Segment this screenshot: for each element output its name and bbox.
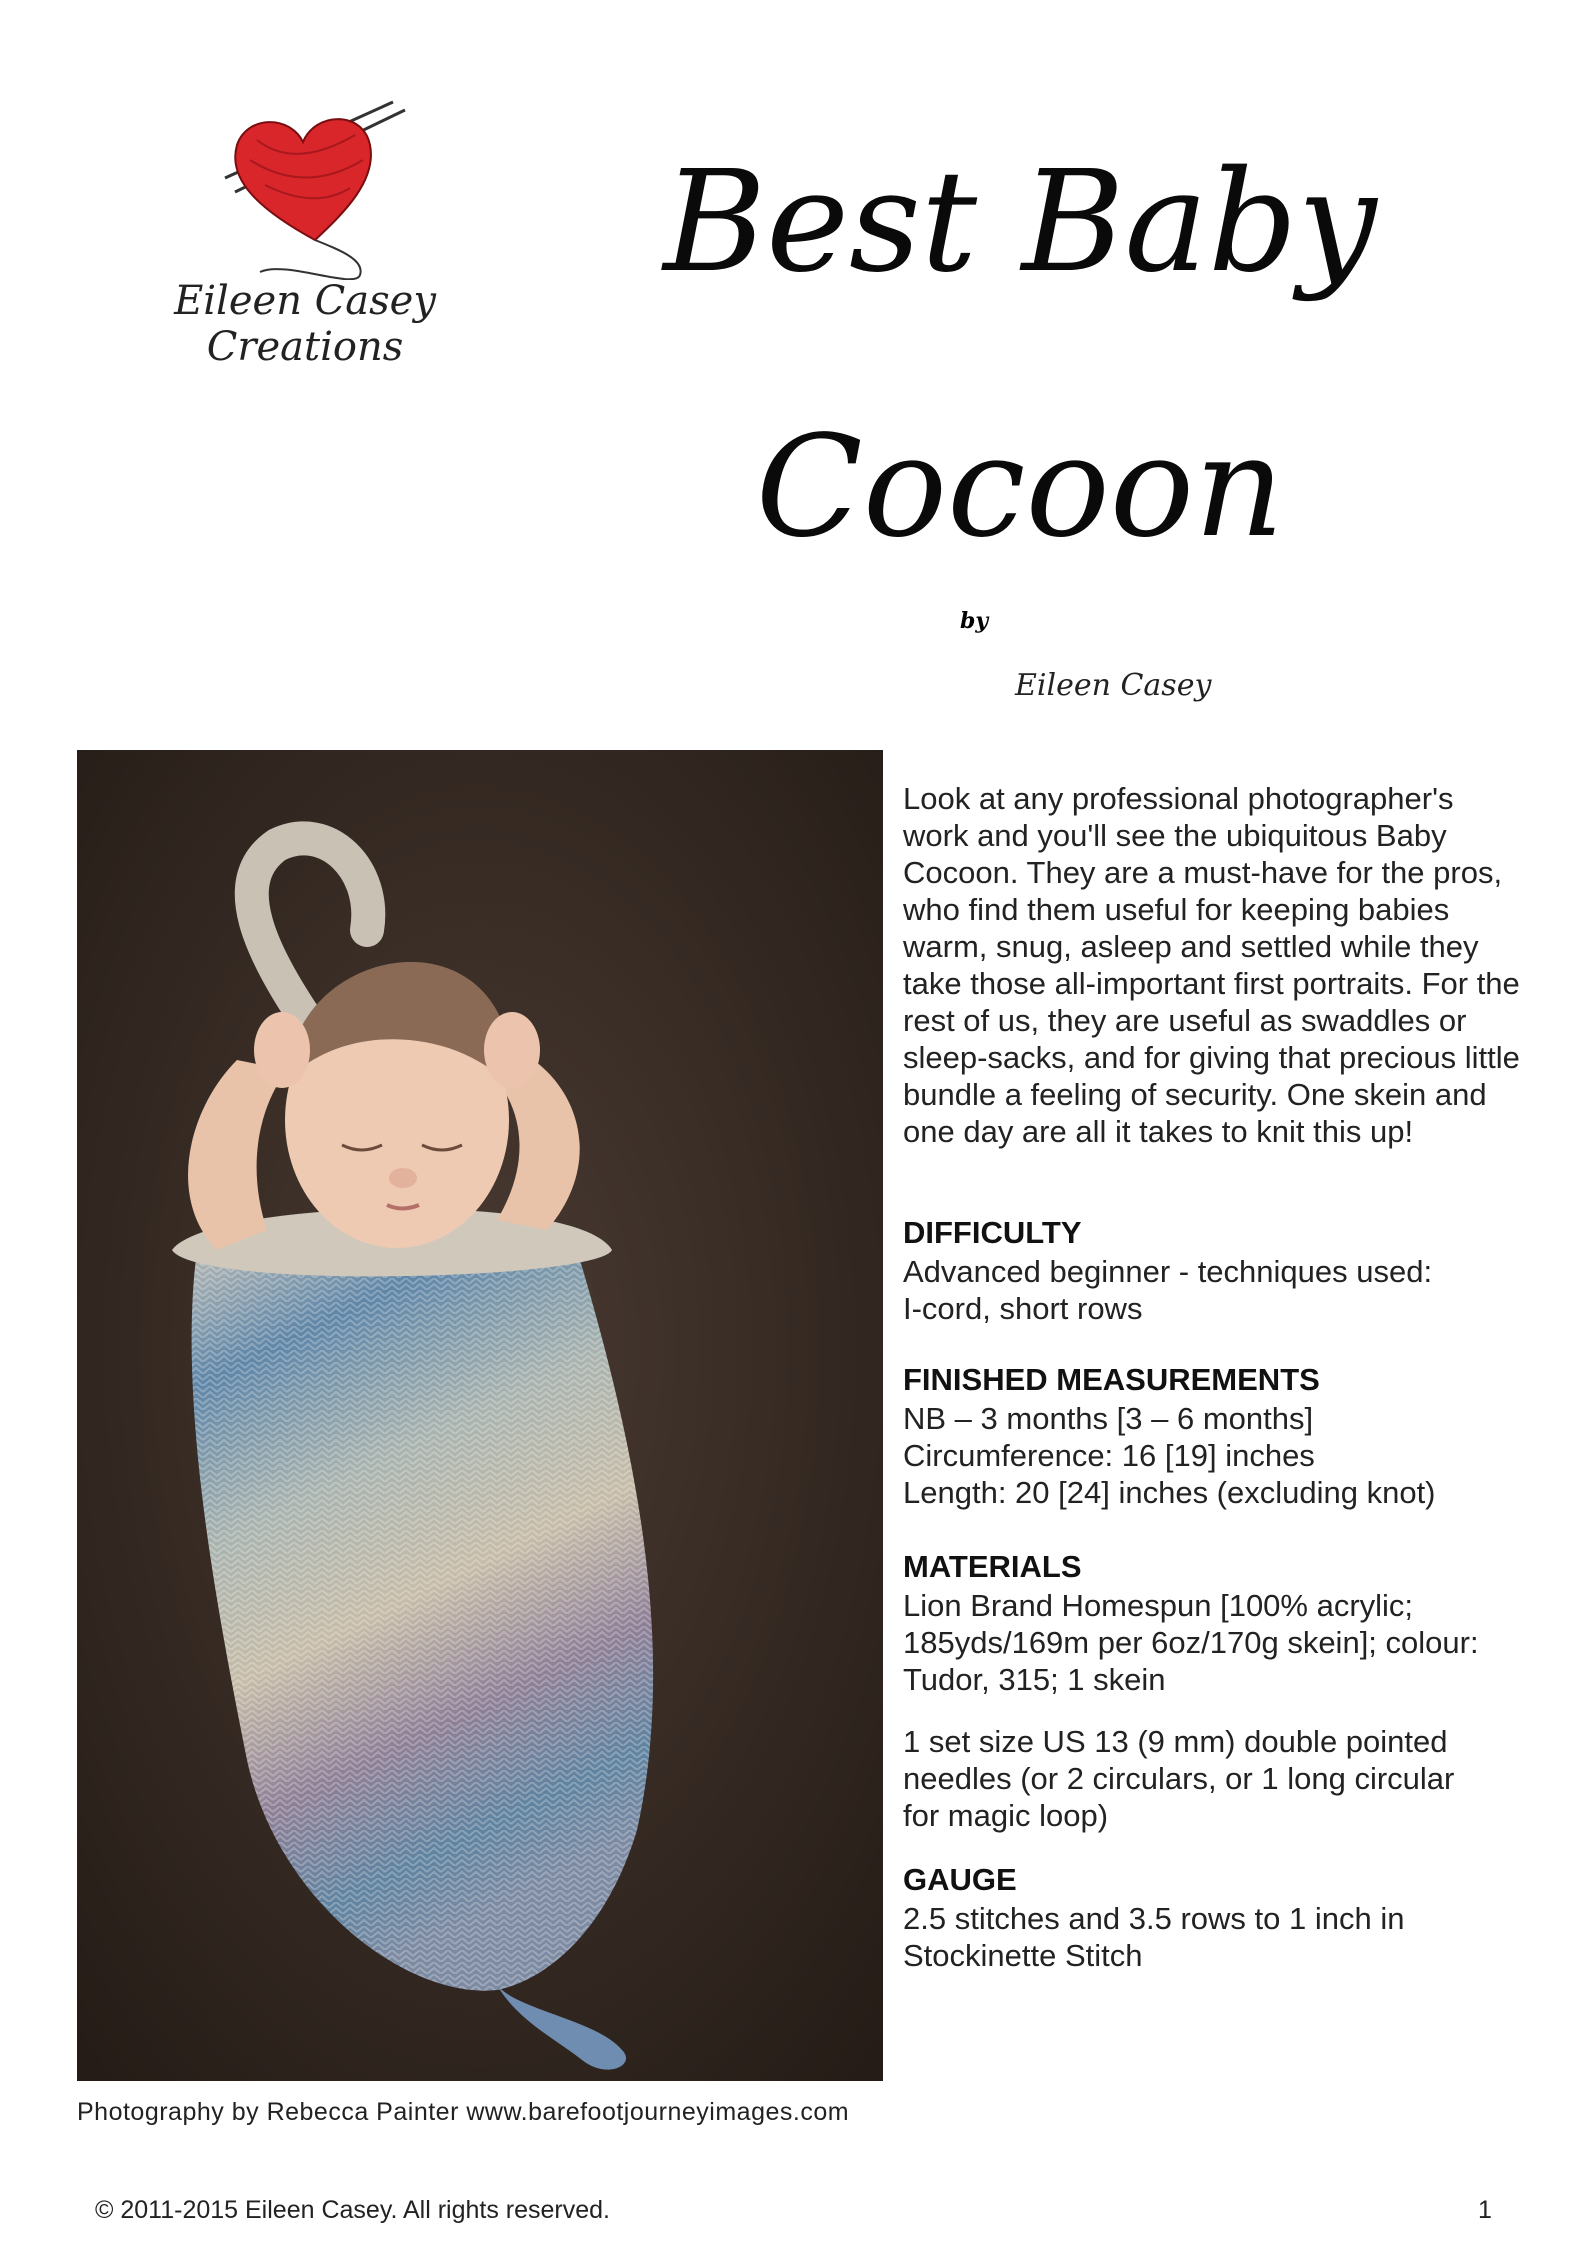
measurements-line: Length: 20 [24] inches (excluding knot): [903, 1475, 1436, 1510]
difficulty-heading: DIFFICULTY: [903, 1215, 1082, 1250]
materials-line: Lion Brand Homespun [100% acrylic;: [903, 1588, 1414, 1623]
heart-yarn-icon: [165, 100, 445, 280]
needles-line: 1 set size US 13 (9 mm) double pointed: [903, 1724, 1448, 1759]
photo-credit: Photography by Rebecca Painter www.barefootjourneyimages.com: [77, 2098, 850, 2126]
measurements-heading: FINISHED MEASUREMENTS: [903, 1362, 1320, 1397]
measurements-line: Circumference: 16 [19] inches: [903, 1438, 1315, 1473]
needles-line: for magic loop): [903, 1798, 1109, 1833]
brand-logo: [105, 100, 505, 370]
page-title: Best Baby Cocoon: [663, 141, 1377, 569]
byline-by: by: [960, 608, 989, 634]
page-number: 1: [1478, 2196, 1492, 2224]
baby-cocoon-photo: [77, 750, 883, 2081]
materials-line: 185yds/169m per 6oz/170g skein]; colour:: [903, 1625, 1479, 1660]
materials-heading: MATERIALS: [903, 1549, 1082, 1584]
needles-line: needles (or 2 circulars, or 1 long circular: [903, 1761, 1455, 1796]
gauge-line: 2.5 stitches and 3.5 rows to 1 inch in: [903, 1901, 1405, 1936]
gauge-heading: GAUGE: [903, 1862, 1017, 1897]
copyright-footer: © 2011-2015 Eileen Casey. All rights reserved.: [95, 2196, 610, 2224]
materials-line: Tudor, 315; 1 skein: [903, 1662, 1166, 1697]
measurements-line: NB – 3 months [3 – 6 months]: [903, 1401, 1314, 1436]
difficulty-line: I-cord, short rows: [903, 1291, 1143, 1326]
byline-author: Eileen Casey: [1015, 668, 1212, 703]
brand-logo-text: Eileen Casey Creations: [174, 278, 436, 370]
gauge-line: Stockinette Stitch: [903, 1938, 1143, 1973]
intro-text: Look at any professional photographer's work and you'll see the ubiquitous Baby Cocoon. They are a must-have for the pros, who find them useful for keeping babies warm, snug, asleep and settled while they take those all-important first portraits. For the rest of us, they are useful as swaddles or sleep-sacks, and for giving that precious little bundle a feeling of security. One skein and one day are all it takes to knit this up!: [903, 781, 1520, 1149]
difficulty-line: Advanced beginner - techniques used:: [903, 1254, 1433, 1289]
